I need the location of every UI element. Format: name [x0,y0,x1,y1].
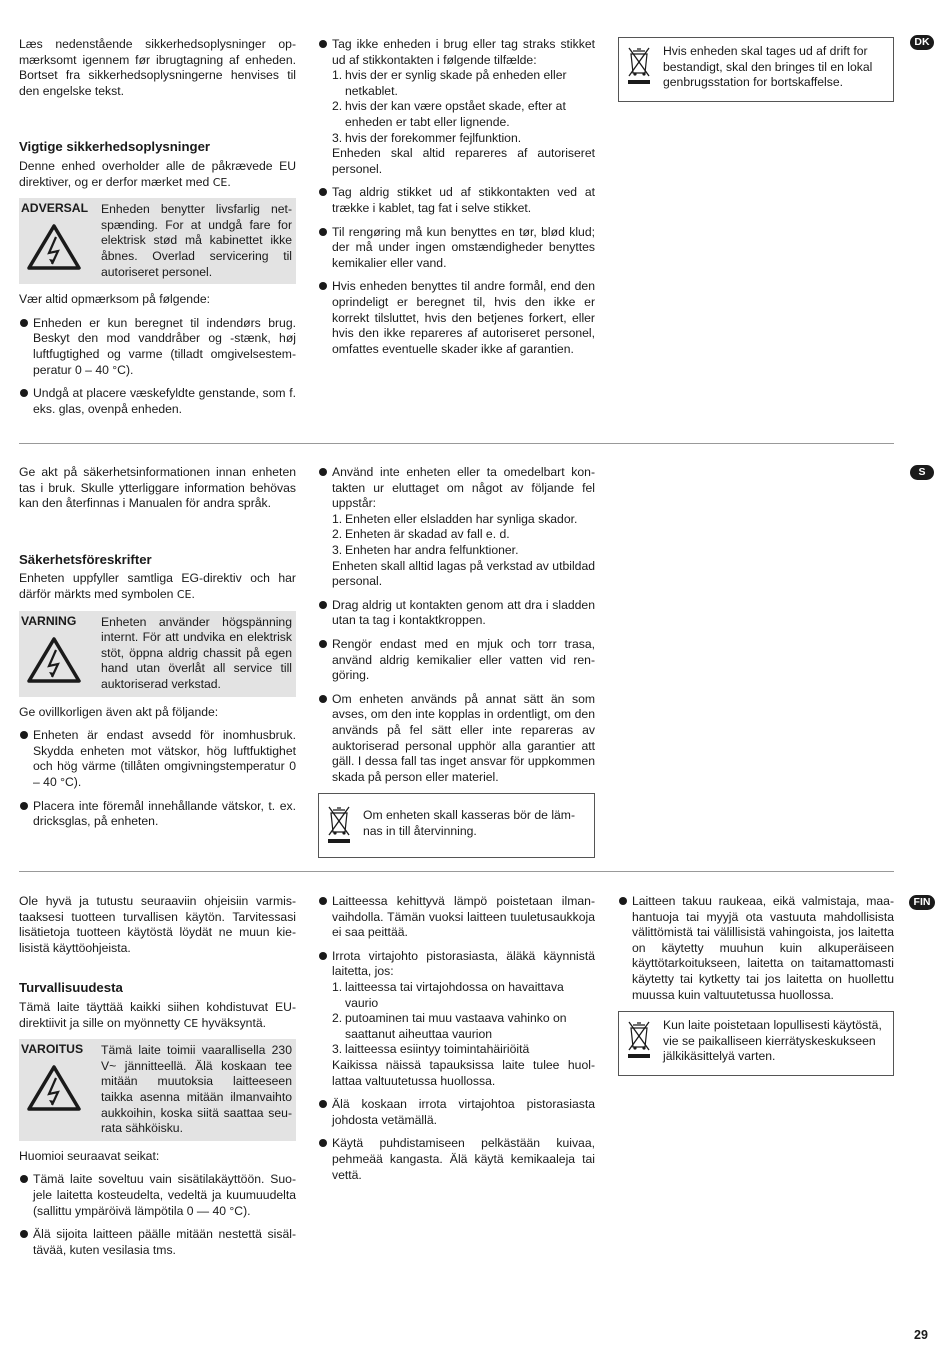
high-voltage-warning-icon [27,637,81,683]
fin-list-item-3: 3. laitteessa esiintyy toimintahäiriöitä [332,1042,530,1057]
ce-mark-icon: CE [212,175,228,189]
dk-bullet-1: Enheden er kun beregnet til indendørs brug. Beskyt den mod vanddråber og -stænk, høj luftfugtighed og varme (tilladt omgivelsestemperatur 0 – 40 °C). [19,316,296,378]
s-conformity: Enheten uppfyller samtliga EG-direktiv och har därför märkts med symbolen CE. [19,571,296,601]
dk-heading: Vigtige sikkerhedsoplysninger [19,139,211,155]
ce-mark-icon: CE [176,587,192,601]
s-warning-box [19,611,296,697]
dk-column-2 [318,37,595,365]
fin-bullet-6: Käytä puhdistamiseen pelkästään kuivaa, pehmeää kangasta. Älä käytä kemikaaleja tai vettä. [318,1136,595,1183]
section-divider [19,443,894,444]
dk-list-item-3: 3. hvis der forekommer fejlfunktion. [332,130,522,145]
fin-disposal-text: Kun laite poistetaan lopullisesti käytöstä, vie se paikalliseen kierrätyskeskukseen jälkikäsittelyä varten. [663,1018,882,1064]
s-warning-label: VARNING [21,613,77,628]
fin-bullet-4: Irrota virtajohto pistorasiasta, äläkä käynnistä laitetta, jos: 1. laitteessa tai virtajohdossa on havaittava vaurio 2. putoaminen tai muu vastaava vahinko on saattanut aiheuttaa vaurion 3. laitteessa esiintyy toimintahäiriöitä Kaikissa näissä tapauksissa laite tulee huollattaa valtuutetussa huollossa. [318,949,595,1089]
high-voltage-warning-icon [27,224,81,270]
s-disposal-text: Om enheten skall kasseras bör de lämnas in till återvinning. [363,808,576,838]
s-list-item-1: 1. Enheten eller elsladden har synliga skador. [332,511,578,526]
fin-list-item-1: 1. laitteessa tai virtajohdossa on havaittava vaurio [332,979,564,1010]
ce-mark-icon: CE [183,1016,199,1030]
lang-badge-dk: DK [910,35,934,50]
dk-list-item-2: 2. hvis der kan være opstået skade, efter at enheden er tabt eller lignende. [332,99,566,129]
fin-bullet-2: Älä sijoita laitteen päälle mitään nestettä sisältävää, kuten vesilasia tms. [19,1227,296,1258]
fin-warning-text: Tämä laite toimii vaarallisella 230 V~ jännitteellä. Älä koskaan tee mitään muutoksia laitteeseen taikka asenna mitään ilmanvaihto aukkoihin, koska siitä saattaa seurata sähköisku. [101,1043,292,1136]
high-voltage-warning-icon [27,1065,81,1111]
s-list-item-2: 2. Enheten är skadad av fall e. d. [332,527,510,542]
dk-bullet-3: Tag ikke enheden i brug eller tag straks stikket ud af stikkontakten i følgende tilfælde: 1. hvis der er synlig skade på enheden eller netkablet. 2. hvis der kan være opstået skade, efter at enheden er tabt eller lignende. 3. hvis der forekommer fejlfunktion. Enheden skal altid repareres af autoriseret personel. [318,37,595,177]
s-bullet-6: Om enheten används på annat sätt än som avses, om den inte kopplas in ordentligt, om den används på fel sätt eller inte repareras av auktoriserad personal upphör alla garantier att gäll. I dessa fall tas inget ansvar för uppkommen skada på person eller materiel. [318,692,595,786]
crossed-bin-icon [325,804,353,844]
fin-bullet-7: Laitteen takuu raukeaa, eikä valmistaja, maahantuoja tai myyjä ota vastuuta mahdollisista välittömistä tai välillisistä vahingoista, jos laitetta on käytetty muuhun kuin alkuperäiseen käyttötarkoitukseen, laitetta on taitamattomasti käytetty tai kytketty tai jos laitetta on huollettu muussa kuin valtuutetussa huollossa. [618,894,894,1003]
fin-observe: Huomioi seuraavat seikat: [19,1148,160,1163]
crossed-bin-icon [625,45,653,85]
fin-warning-label: VAROITUS [21,1042,84,1057]
fin-warning-box [19,1039,296,1141]
s-bullet-1: Enheten är endast avsedd för inomhusbruk. Skydda enheten mot vätskor, hög luftfuktighet och hög värme (tillåten omgivningstemperatur 0 – 40 °C). [19,728,296,790]
dk-disposal-text: Hvis enheden skal tages ud af drift for bestandigt, skal den bringes til en lokal genbrugsstation for bortskaffelse. [663,44,873,90]
dk-bullet-6: Hvis enheden benyttes til andre formål, end den oprindeligt er beregnet til, hvis den ikke er korrekt tilsluttet, hvis den betjenes forkert, eller hvis den ikke repareres af autoriseret personel, omfattes eventuelle skader ikke af garantien. [318,279,595,357]
dk-warning-box [19,198,296,284]
dk-observe: Vær altid opmærksom på følgende: [19,292,211,307]
fin-intro: Ole hyvä ja tutustu seuraaviin ohjeisiin varmistaaksesi tuotteen turvallisen käytön. Tarvitessasi lisätietoja tuotteen käytöstä löydät ne muun kielisistä käyttöohjeista. [19,894,296,955]
dk-bullet-2: Undgå at placere væskefyldte genstande, som f. eks. glas, ovenpå enheden. [19,386,296,417]
fin-bullet-1: Tämä laite soveltuu vain sisätilakäyttöön. Suojele laitetta kosteudelta, vedeltä ja kuumuudelta (sallittu ympäröivä lämpötila 0 — 40 °C). [19,1172,296,1219]
lang-badge-fin: FIN [909,895,935,910]
s-column-2 [318,465,595,858]
s-warning-text: Enheten använder högspänning internt. För att undvika en elektrisk stöt, öppna aldrig chassit på egen hand utan överlåt all service till auktoriserad verkstad. [101,614,292,691]
s-bullet-5: Rengör endast med en mjuk och torr trasa, använd aldrig kemikalier eller vatten vid rengöring. [318,637,595,684]
dk-warning-label: ADVERSAL [21,201,89,216]
s-observe: Ge ovillkorligen även akt på följande: [19,704,219,719]
dk-bullet-5: Til rengøring må kun benyttes en tør, blød klud; der må under ingen omstændigheder benyttes kemikalier eller vand. [318,225,595,272]
s-bullet-2: Placera inte föremål innehållande vätskor, t. ex. dricksglas, på enheten. [19,799,296,830]
dk-intro: Læs nedenstående sikkerhedsoplysninger opmærksomt igennem før ibrugtagning af enheden. Bortset fra sikkerhedsoplysningerne henvises til den engelske tekst. [19,37,296,98]
fin-heading: Turvallisuudesta [19,980,123,996]
dk-disposal-box [618,37,894,102]
s-bullet-3: Använd inte enheten eller ta omedelbart kontakten ur eluttaget om något av följande fel uppstår: 1. Enheten eller elsladden har synliga skador. 2. Enheten är skadad av fall e. d. 3. Enheten har andra felfunktioner. Enheten skall alltid lagas på verkstad av utbildad personal. [318,465,595,590]
dk-column-3 [618,37,894,102]
dk-conformity: Denne enhed overholder alle de påkrævede EU direktiver, og er derfor mærket med CE. [19,158,296,189]
dk-warning-text: Enheden benytter livsfarlig netspænding. For at undgå fare for elektrisk stød må kabinettet ikke åbnes. Overlad servicering til autoriseret personel. [101,202,292,279]
s-intro: Ge akt på säkerhetsinformationen innan enheten tas i bruk. Skulle ytterliggare information behövas kan den återfinnas i Manualen för andra språk. [19,465,296,511]
s-column-1 [19,465,296,838]
fin-list-item-2: 2. putoaminen tai muu vastaava vahinko on saattanut aiheuttaa vaurion [332,1011,567,1041]
s-list-item-3: 3. Enheten har andra felfunktioner. [332,542,519,557]
fin-column-3 [618,894,894,1076]
s-heading: Säkerhetsföreskrifter [19,551,152,567]
fin-disposal-box [618,1011,894,1076]
s-bullet-4: Drag aldrig ut kontakten genom att dra i sladden utan ta tag i kontaktkroppen. [318,598,595,629]
fin-column-1 [19,894,296,1266]
dk-bullet-4: Tag aldrig stikket ud af stikkontakten ved at trække i kablet, tag fat i selve stikket. [318,185,595,216]
crossed-bin-icon [625,1019,653,1059]
section-divider [19,871,894,872]
s-disposal-box [318,793,595,858]
dk-list-item-1: 1. hvis der er synlig skade på enheden eller netkablet. [332,68,567,98]
page-number: 29 [914,1328,928,1342]
fin-conformity: Tämä laite täyttää kaikki siihen kohdistuvat EU-direktiivit ja sille on myönnetty CE hyväksyntä. [19,999,296,1030]
fin-column-2 [318,894,595,1191]
dk-column-1 [19,37,296,425]
lang-badge-s: S [910,465,934,480]
fin-bullet-5: Älä koskaan irrota virtajohtoa pistorasiasta johdosta vetämällä. [318,1097,595,1128]
fin-bullet-3: Laitteessa kehittyvä lämpö poistetaan ilmanvaihdolla. Tämän vuoksi laitteen tuuletusaukkoja ei saa peittää. [318,894,595,941]
fin-column-3-list [618,894,894,1003]
